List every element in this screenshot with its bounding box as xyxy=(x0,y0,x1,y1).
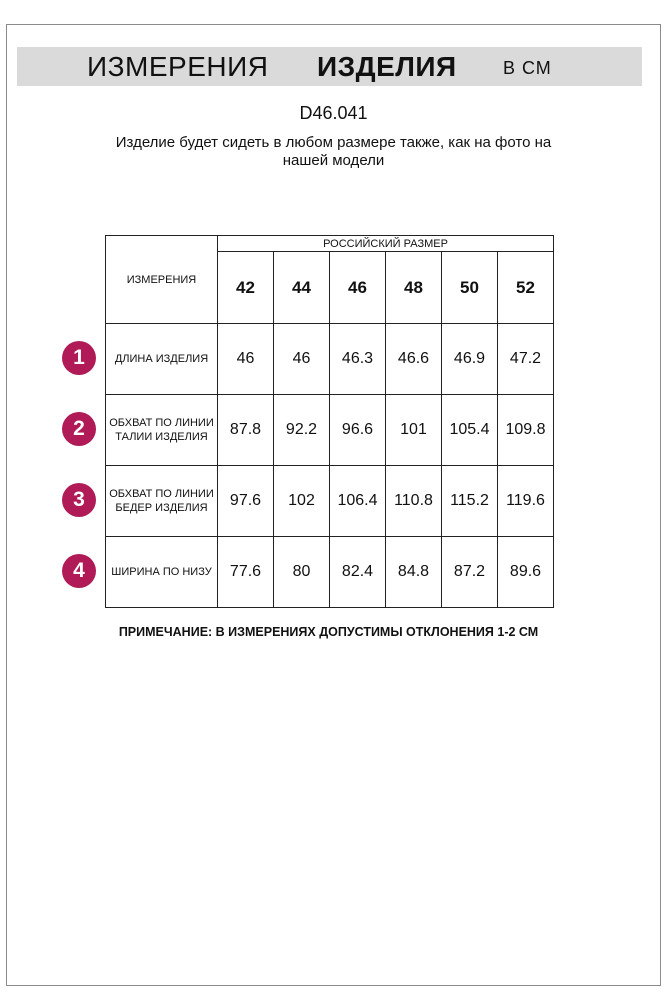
size-header: 52 xyxy=(498,252,554,324)
title-word-measurements: ИЗМЕРЕНИЯ xyxy=(87,51,269,82)
value-cell: 46.6 xyxy=(386,324,442,395)
size-header: 46 xyxy=(330,252,386,324)
title-unit: В СМ xyxy=(503,58,552,78)
size-header: 48 xyxy=(386,252,442,324)
value-cell: 105.4 xyxy=(442,395,498,466)
table-row xyxy=(106,537,554,608)
size-header: 44 xyxy=(274,252,330,324)
fit-note: Изделие будет сидеть в любом размере также, как на фото на нашей модели xyxy=(115,134,552,169)
size-group-header: РОССИЙСКИЙ РАЗМЕР xyxy=(218,236,554,252)
value-cell: 84.8 xyxy=(386,537,442,608)
value-cell: 87.8 xyxy=(218,395,274,466)
row-number-badge: 3 xyxy=(62,483,96,517)
value-cell: 80 xyxy=(274,537,330,608)
row-number-badge: 1 xyxy=(62,341,96,375)
value-cell: 109.8 xyxy=(498,395,554,466)
value-cell: 82.4 xyxy=(330,537,386,608)
value-cell: 77.6 xyxy=(218,537,274,608)
size-table xyxy=(105,235,554,608)
value-cell: 47.2 xyxy=(498,324,554,395)
value-cell: 115.2 xyxy=(442,466,498,537)
size-header: 50 xyxy=(442,252,498,324)
value-cell: 110.8 xyxy=(386,466,442,537)
title-banner xyxy=(17,47,642,86)
size-header: 42 xyxy=(218,252,274,324)
measure-header: ИЗМЕРЕНИЯ xyxy=(106,236,218,324)
value-cell: 46 xyxy=(218,324,274,395)
row-number-badge: 2 xyxy=(62,412,96,446)
article-code: D46.041 xyxy=(299,103,368,123)
row-label: ОБХВАТ ПО ЛИНИИ ТАЛИИ ИЗДЕЛИЯ xyxy=(106,395,218,466)
value-cell: 46.3 xyxy=(330,324,386,395)
row-label: ДЛИНА ИЗДЕЛИЯ xyxy=(106,324,218,395)
value-cell: 101 xyxy=(386,395,442,466)
value-cell: 96.6 xyxy=(330,395,386,466)
table-row xyxy=(106,466,554,537)
row-number-badge: 4 xyxy=(62,554,96,588)
value-cell: 46 xyxy=(274,324,330,395)
value-cell: 106.4 xyxy=(330,466,386,537)
value-cell: 97.6 xyxy=(218,466,274,537)
title-word-item: ИЗДЕЛИЯ xyxy=(317,51,457,82)
value-cell: 119.6 xyxy=(498,466,554,537)
tolerance-note: ПРИМЕЧАНИЕ: В ИЗМЕРЕНИЯХ ДОПУСТИМЫ ОТКЛОНЕНИЯ 1-2 СМ xyxy=(118,625,539,639)
value-cell: 92.2 xyxy=(274,395,330,466)
table-row xyxy=(106,395,554,466)
value-cell: 89.6 xyxy=(498,537,554,608)
value-cell: 102 xyxy=(274,466,330,537)
value-cell: 46.9 xyxy=(442,324,498,395)
row-label: ШИРИНА ПО НИЗУ xyxy=(106,537,218,608)
value-cell: 87.2 xyxy=(442,537,498,608)
table-row xyxy=(106,324,554,395)
row-label: ОБХВАТ ПО ЛИНИИ БЕДЕР ИЗДЕЛИЯ xyxy=(106,466,218,537)
